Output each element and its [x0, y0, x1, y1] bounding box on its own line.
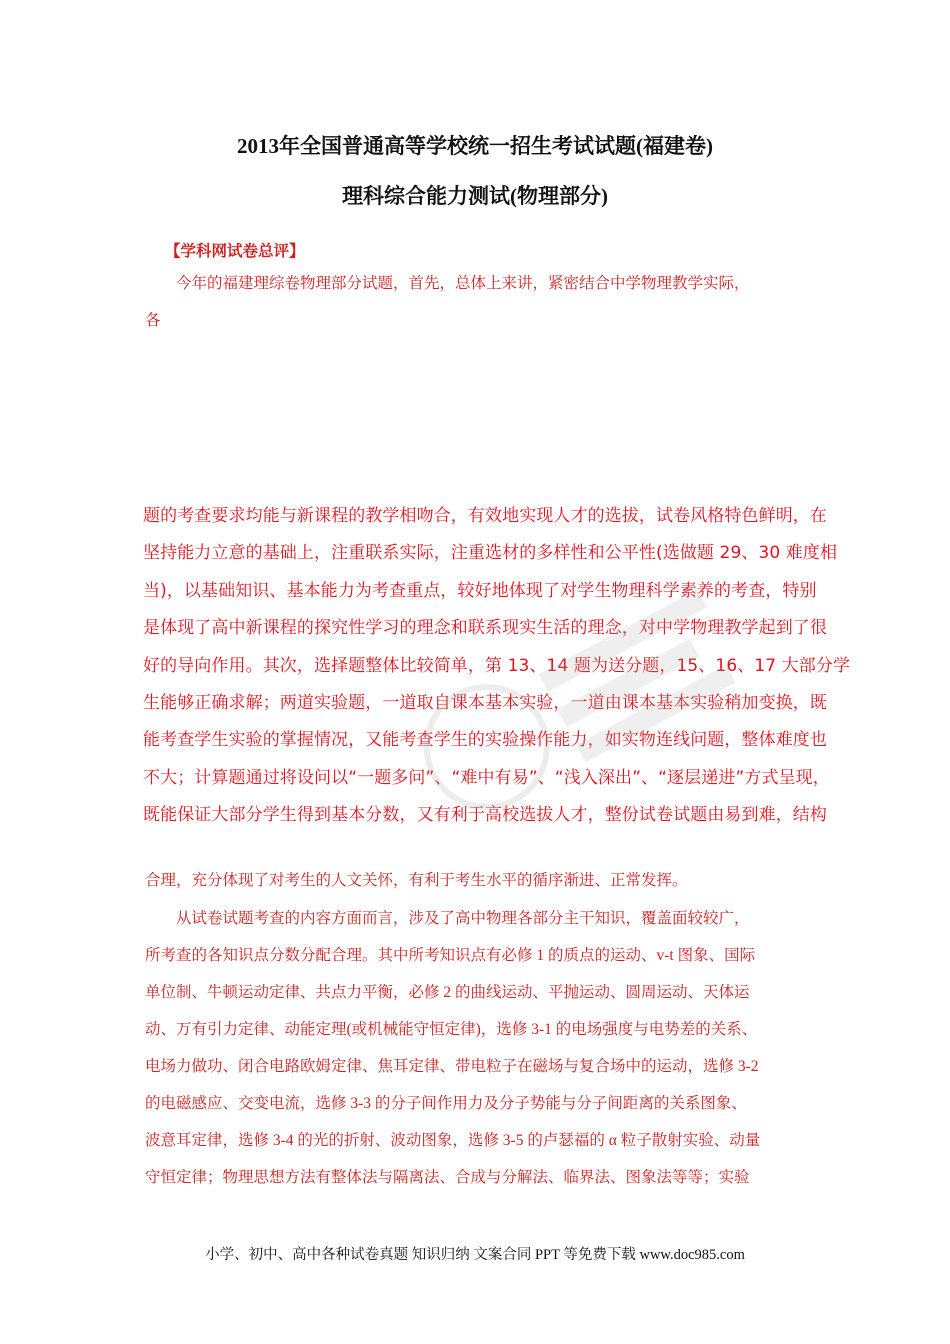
block-line: 能考查学生实验的掌握情况，又能考查学生的实验操作能力，如实物连线问题，整体难度也	[143, 730, 827, 751]
intro-line-2: 各	[145, 312, 161, 329]
block-line: 不大；计算题通过将设问以“一题多问”、“难中有易”、“浅入深出”、“逐层递进”方式呈现，	[143, 767, 830, 788]
block-line: 当)，以基础知识、基本能力为考查重点，较好地体现了对学生物理科学素养的考查，特别	[143, 580, 817, 601]
document-subtitle: 理科综合能力测试(物理部分)	[342, 184, 608, 208]
block-line: 坚持能力立意的基础上，注重联系实际，注重选材的多样性和公平性(选做题 29、30 难度相	[143, 543, 838, 564]
para-line: 的电磁感应、交变电流，选修 3-3 的分子间作用力及分子势能与分子间距离的关系图象、	[145, 1095, 747, 1112]
para-line: 动、万有引力定律、动能定理(或机械能守恒定律)，选修 3-1 的电场强度与电势差的关系、	[145, 1021, 758, 1038]
block-line: 题的考查要求均能与新课程的教学相吻合，有效地实现人才的选拔，试卷风格特色鲜明，在	[143, 506, 827, 526]
para-line: 所考查的各知识点分数分配合理。其中所考知识点有必修 1 的质点的运动、v-t 图象、国际	[145, 947, 756, 964]
closing-line: 合理，充分体现了对考生的人文关怀，有利于考生水平的循序渐进、正常发挥。	[145, 872, 688, 889]
page-footer: 小学、初中、高中各种试卷真题 知识归纳 文案合同 PPT 等免费下载 www.doc985.com	[205, 1247, 745, 1263]
intro-line-1: 今年的福建理综卷物理部分试题，首先，总体上来讲，紧密结合中学物理教学实际，	[176, 275, 750, 292]
para-line: 单位制、牛顿运动定律、共点力平衡，必修 2 的曲线运动、平抛运动、圆周运动、天体运	[145, 984, 750, 1001]
block-line: 是体现了高中新课程的探究性学习的理念和联系现实生活的理念，对中学物理教学起到了很	[143, 618, 827, 639]
document-title: 2013年全国普通高等学校统一招生考试试题(福建卷)	[237, 134, 713, 158]
content-paragraph	[145, 900, 810, 1196]
section-label: 【学科网试卷总评】	[165, 241, 305, 260]
block-line: 既能保证大部分学生得到基本分数，又有利于高校选拔人才，整份试卷试题由易到难，结构	[143, 805, 827, 826]
para-line: 波意耳定律，选修 3-4 的光的折射、波动图象，选修 3-5 的卢瑟福的 α 粒子散射实验、动量	[145, 1132, 761, 1149]
para-line: 守恒定律；物理思想方法有整体法与隔离法、合成与分解法、临界法、图象法等等；实验	[145, 1169, 750, 1186]
para-line: 从试卷试题考查的内容方面而言，涉及了高中物理各部分主干知识，覆盖面较较广，	[176, 910, 750, 927]
review-image-block	[143, 498, 851, 835]
block-line: 生能够正确求解；两道实验题，一道取自课本基本实验，一道由课本基本实验稍加变换，既	[143, 693, 827, 714]
para-line: 电场力做功、闭合电路欧姆定律、焦耳定律、带电粒子在磁场与复合场中的运动，选修 3-2	[145, 1058, 759, 1075]
block-line: 好的导向作用。其次，选择题整体比较简单，第 13、14 题为送分题，15、16、17 大部分学	[143, 655, 851, 676]
intro-paragraph	[145, 265, 810, 339]
